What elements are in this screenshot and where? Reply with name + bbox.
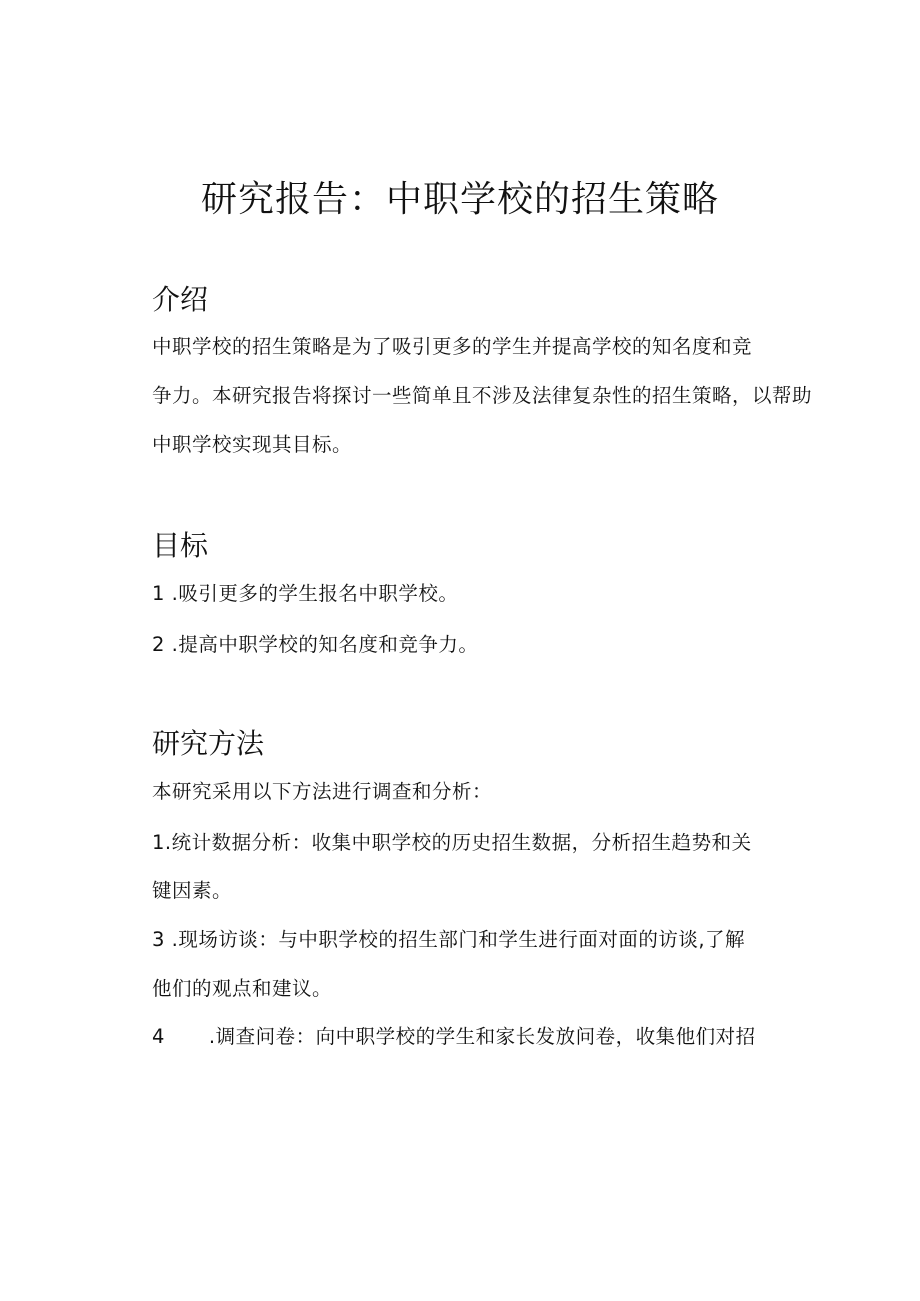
intro-paragraph-line: 中职学校实现其目标。: [152, 433, 353, 456]
goal-item: [152, 630, 478, 660]
method-item-line: 他们的观点和建议。: [152, 977, 333, 1000]
method-item-text: .调查问卷：向中职学校的学生和家长发放问卷，收集他们对招: [208, 1025, 756, 1048]
document-title: 研究报告：中职学校的招生策略: [200, 179, 719, 220]
goal-item-number: 2: [152, 633, 165, 656]
method-item-line: 键因素。: [152, 879, 233, 902]
goal-item-text: .提高中职学校的知名度和竞争力。: [171, 633, 479, 656]
method-item-number: 4: [152, 1025, 165, 1048]
method-item-text: .现场访谈：与中职学校的招生部门和学生进行面对面的访谈,了解: [171, 928, 746, 951]
intro-paragraph-line: 中职学校的招生策略是为了吸引更多的学生并提高学校的知名度和竞: [152, 335, 753, 358]
methods-lead: 本研究采用以下方法进行调查和分析：: [152, 780, 493, 803]
method-item: [152, 925, 745, 955]
goal-item-text: .吸引更多的学生报名中职学校。: [171, 582, 459, 605]
goal-item-number: 1: [152, 582, 165, 605]
intro-paragraph-line: 争力。本研究报告将探讨一些简单且不涉及法律复杂性的招生策略，以帮助: [152, 384, 813, 407]
method-item-line: 1.统计数据分析：收集中职学校的历史招生数据，分析招生趋势和关: [152, 831, 752, 854]
section-heading-methods: 研究方法: [152, 727, 265, 760]
goal-item: [152, 579, 458, 609]
section-heading-goals: 目标: [152, 529, 209, 562]
method-item-number: 3: [152, 928, 165, 951]
method-item: [152, 1022, 756, 1052]
section-heading-intro: 介绍: [152, 283, 209, 316]
